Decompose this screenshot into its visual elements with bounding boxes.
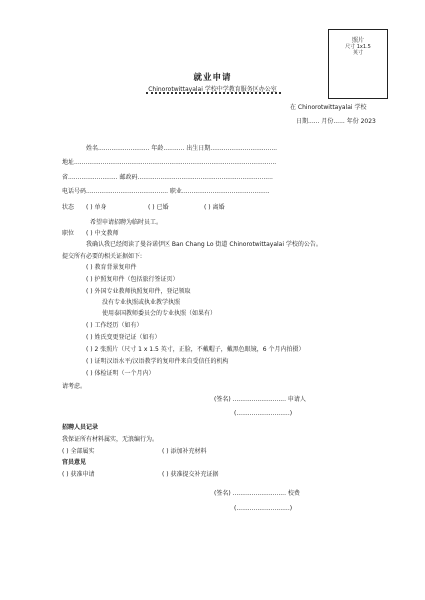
- checklist-item[interactable]: ( ) 工作经历（如有）: [86, 322, 143, 329]
- director-signature-line[interactable]: (签名) ............................ 校费: [214, 490, 300, 497]
- status-divorced-option[interactable]: ( ) 离婚: [204, 204, 225, 211]
- submit-text: 提交所有必要的相关证据如下:: [62, 253, 143, 260]
- official-opinion-heading: 官员意见: [62, 459, 87, 466]
- location: 在 Chinorotwittayalai 学校: [290, 104, 367, 111]
- option-all-verified[interactable]: ( ) 全部属实: [62, 448, 95, 455]
- applicant-name-line[interactable]: (............................): [234, 410, 293, 417]
- status-single-option[interactable]: ( ) 单身: [86, 204, 107, 211]
- status-married-option[interactable]: ( ) 已婚: [148, 204, 169, 211]
- form-subtitle: Chinorotwittayalai 学校中学教育服务区办公室: [148, 86, 277, 93]
- consider-text: 请考虑。: [62, 383, 87, 390]
- checklist-item[interactable]: ( ) 教育背景复印件: [86, 264, 137, 271]
- name-field[interactable]: 姓名........................... 年龄........... 出生日期...................................: [86, 145, 278, 152]
- address-field[interactable]: 地址..........................................................................................................: [62, 159, 277, 166]
- form-title: 就业申请: [193, 73, 232, 83]
- confirm-text: 我确认我已经阅读了曼谷诺伊区 Ban Chang Lo 街道 Chinorotwittayalai 学校的公告。: [86, 241, 322, 248]
- title-divider: [146, 92, 281, 97]
- photo-unit: 英寸: [352, 50, 363, 56]
- checklist-item[interactable]: ( ) 证明汉语水平/汉语教学的复印件来自受信任的机构: [86, 358, 229, 365]
- position-label: 职位: [62, 230, 75, 237]
- option-add-materials[interactable]: ( ) 添加补充材料: [162, 448, 207, 455]
- option-approve-extra-evidence[interactable]: ( ) 获准提交补充证据: [162, 471, 219, 478]
- checklist-item[interactable]: ( ) 体检证明（一个月内）: [86, 370, 155, 377]
- status-label: 状态: [62, 204, 75, 211]
- checklist-item[interactable]: ( ) 2 张照片（尺寸 1 x 1.5 英寸，正脸，不戴帽子，戴黑色眼镜，6 个月内拍摄）: [86, 346, 305, 353]
- date: 日期...... 月份...... 年份 2023: [296, 118, 376, 125]
- phone-field[interactable]: 电话号码........................................... 职业..............................................: [62, 188, 270, 195]
- checklist-subitem: 使用泰国教师委员会的专业执照（如果有）: [102, 310, 217, 317]
- staff-review-text: 我保证所有材料属实，无浪编行为。: [62, 436, 159, 443]
- applicant-signature-line[interactable]: (签名) ............................ 申请人: [214, 396, 306, 403]
- director-name-line[interactable]: (............................): [234, 505, 293, 512]
- checklist-item[interactable]: ( ) 外国专业教师执照复印件，登记领取: [86, 288, 191, 295]
- staff-record-heading: 招聘人员记录: [62, 424, 99, 431]
- option-approve[interactable]: ( ) 获准申请: [62, 471, 95, 478]
- province-field[interactable]: 省.......................... 邮政码.......................................................................: [62, 174, 273, 181]
- photo-size: 尺寸 1x1.5: [345, 44, 371, 50]
- intent-text: 希望申请招聘为临时员工。: [90, 219, 163, 226]
- position-option-chinese-teacher[interactable]: ( ) 中文教师: [86, 230, 119, 237]
- checklist-item[interactable]: ( ) 护照复印件（包括旅行签证页）: [86, 276, 179, 283]
- checklist-item[interactable]: ( ) 姓氏变更登记证（如有）: [86, 334, 161, 341]
- checklist-subitem: 没有专业执照或执业教学执照: [102, 299, 181, 306]
- photo-label: 照片: [351, 37, 364, 44]
